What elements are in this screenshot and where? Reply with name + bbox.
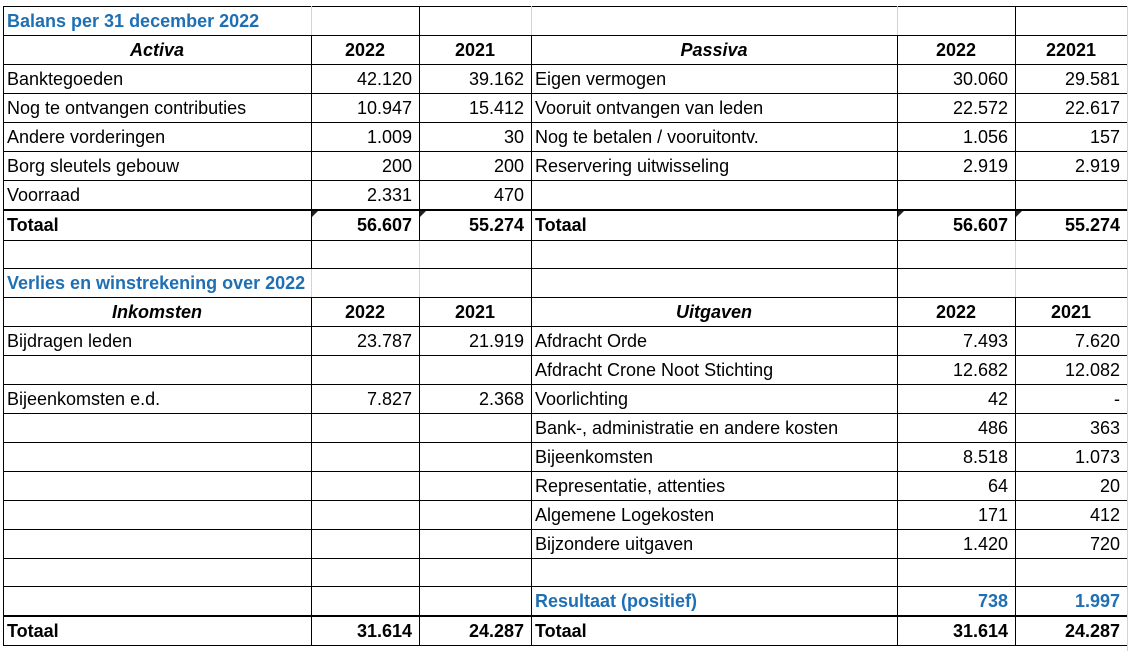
passiva-total-2021: 55.274 [1016, 210, 1128, 240]
passiva-value-2022 [898, 181, 1016, 211]
activa-total-label: Totaal [4, 210, 312, 240]
empty-cell [1016, 7, 1128, 36]
passiva-value-2021: 29.581 [1016, 65, 1128, 94]
balance-row [4, 65, 1128, 94]
activa-year-2022: 2022 [312, 36, 420, 65]
pnl-row [4, 326, 1128, 355]
uitgaven-total-2022: 31.614 [898, 616, 1016, 646]
empty-cell [420, 268, 532, 297]
empty-cell [532, 240, 898, 268]
uitgaven-label: Algemene Logekosten [532, 500, 898, 529]
activa-label: Andere vorderingen [4, 123, 312, 152]
uitgaven-label: Afdracht Crone Noot Stichting [532, 355, 898, 384]
pnl-header-row [4, 297, 1128, 326]
passiva-year-22021: 22021 [1016, 36, 1128, 65]
uitgaven-value-2021: 12.082 [1016, 355, 1128, 384]
result-label: Resultaat (positief) [532, 586, 898, 616]
empty-cell [312, 268, 420, 297]
passiva-value-2022: 2.919 [898, 152, 1016, 181]
pnl-row [4, 384, 1128, 413]
uitgaven-value-2022: 64 [898, 471, 1016, 500]
inkomsten-value-2021 [420, 413, 532, 442]
inkomsten-value-2021 [420, 500, 532, 529]
spacer-row [4, 240, 1128, 268]
result-value-2021: 1.997 [1016, 586, 1128, 616]
empty-cell [898, 240, 1016, 268]
activa-value-2022: 42.120 [312, 65, 420, 94]
passiva-value-2021: 2.919 [1016, 152, 1128, 181]
inkomsten-value-2022 [312, 442, 420, 471]
empty-cell [1016, 558, 1128, 586]
empty-cell [420, 586, 532, 616]
uitgaven-value-2021: 363 [1016, 413, 1128, 442]
passiva-year-2022: 2022 [898, 36, 1016, 65]
inkomsten-label: Bijeenkomsten e.d. [4, 384, 312, 413]
result-value-2022: 738 [898, 586, 1016, 616]
uitgaven-value-2022: 8.518 [898, 442, 1016, 471]
inkomsten-header: Inkomsten [4, 297, 312, 326]
uitgaven-value-2021: 720 [1016, 529, 1128, 558]
passiva-value-2022: 1.056 [898, 123, 1016, 152]
empty-cell [898, 268, 1016, 297]
passiva-label: Reservering uitwisseling [532, 152, 898, 181]
activa-label: Banktegoeden [4, 65, 312, 94]
uitgaven-value-2021: 1.073 [1016, 442, 1128, 471]
inkomsten-label [4, 442, 312, 471]
passiva-value-2022: 30.060 [898, 65, 1016, 94]
inkomsten-value-2022: 23.787 [312, 326, 420, 355]
inkomsten-value-2021: 2.368 [420, 384, 532, 413]
uitgaven-year-2022: 2022 [898, 297, 1016, 326]
uitgaven-label: Representatie, attenties [532, 471, 898, 500]
balance-row [4, 181, 1128, 211]
activa-value-2021: 470 [420, 181, 532, 211]
inkomsten-value-2021 [420, 471, 532, 500]
uitgaven-value-2022: 12.682 [898, 355, 1016, 384]
activa-value-2021: 39.162 [420, 65, 532, 94]
empty-cell [1016, 268, 1128, 297]
pnl-row [4, 529, 1128, 558]
uitgaven-label: Afdracht Orde [532, 326, 898, 355]
inkomsten-value-2021 [420, 355, 532, 384]
inkomsten-total-label: Totaal [4, 616, 312, 646]
activa-value-2021: 15.412 [420, 94, 532, 123]
inkomsten-label [4, 500, 312, 529]
passiva-value-2021 [1016, 181, 1128, 211]
passiva-header: Passiva [532, 36, 898, 65]
uitgaven-value-2021: 7.620 [1016, 326, 1128, 355]
uitgaven-value-2022: 1.420 [898, 529, 1016, 558]
activa-value-2022: 200 [312, 152, 420, 181]
uitgaven-year-2021: 2021 [1016, 297, 1128, 326]
activa-label: Borg sleutels gebouw [4, 152, 312, 181]
passiva-value-2021: 22.617 [1016, 94, 1128, 123]
inkomsten-value-2021 [420, 529, 532, 558]
pnl-title: Verlies en winstrekening over 2022 [4, 268, 312, 297]
activa-total-2022: 56.607 [312, 210, 420, 240]
balance-title: Balans per 31 december 2022 [4, 7, 312, 36]
uitgaven-label: Bijeenkomsten [532, 442, 898, 471]
empty-cell [1016, 240, 1128, 268]
passiva-value-2022: 22.572 [898, 94, 1016, 123]
empty-cell [4, 586, 312, 616]
empty-cell [532, 268, 898, 297]
balance-row [4, 152, 1128, 181]
balance-title-row [4, 7, 1128, 36]
inkomsten-label [4, 529, 312, 558]
activa-total-2021: 55.274 [420, 210, 532, 240]
uitgaven-value-2022: 42 [898, 384, 1016, 413]
gridline [1127, 6, 1128, 651]
pnl-row [4, 355, 1128, 384]
passiva-total-2022: 56.607 [898, 210, 1016, 240]
inkomsten-value-2022 [312, 500, 420, 529]
uitgaven-value-2021: 20 [1016, 471, 1128, 500]
activa-value-2022: 2.331 [312, 181, 420, 211]
inkomsten-label [4, 471, 312, 500]
uitgaven-total-2021: 24.287 [1016, 616, 1128, 646]
inkomsten-value-2021 [420, 442, 532, 471]
empty-cell [312, 7, 420, 36]
activa-year-2021: 2021 [420, 36, 532, 65]
uitgaven-label: Bijzondere uitgaven [532, 529, 898, 558]
activa-label: Nog te ontvangen contributies [4, 94, 312, 123]
empty-row [4, 558, 1128, 586]
inkomsten-label [4, 413, 312, 442]
uitgaven-total-label: Totaal [532, 616, 898, 646]
pnl-title-row [4, 268, 1128, 297]
inkomsten-value-2022 [312, 413, 420, 442]
empty-cell [532, 7, 898, 36]
inkomsten-label: Bijdragen leden [4, 326, 312, 355]
uitgaven-value-2022: 486 [898, 413, 1016, 442]
balance-row [4, 123, 1128, 152]
pnl-row [4, 442, 1128, 471]
empty-cell [312, 240, 420, 268]
pnl-row [4, 471, 1128, 500]
pnl-row [4, 413, 1128, 442]
uitgaven-value-2021: 412 [1016, 500, 1128, 529]
empty-cell [420, 7, 532, 36]
passiva-total-label: Totaal [532, 210, 898, 240]
inkomsten-value-2021: 21.919 [420, 326, 532, 355]
inkomsten-total-2021: 24.287 [420, 616, 532, 646]
activa-value-2022: 1.009 [312, 123, 420, 152]
passiva-label: Vooruit ontvangen van leden [532, 94, 898, 123]
passiva-label: Nog te betalen / vooruitontv. [532, 123, 898, 152]
empty-cell [4, 558, 312, 586]
inkomsten-year-2022: 2022 [312, 297, 420, 326]
empty-cell [420, 240, 532, 268]
empty-cell [898, 558, 1016, 586]
inkomsten-total-2022: 31.614 [312, 616, 420, 646]
pnl-total-row [4, 616, 1128, 646]
empty-cell [532, 558, 898, 586]
empty-cell [420, 558, 532, 586]
activa-value-2022: 10.947 [312, 94, 420, 123]
inkomsten-value-2022: 7.827 [312, 384, 420, 413]
activa-value-2021: 200 [420, 152, 532, 181]
inkomsten-value-2022 [312, 355, 420, 384]
inkomsten-year-2021: 2021 [420, 297, 532, 326]
activa-value-2021: 30 [420, 123, 532, 152]
activa-header: Activa [4, 36, 312, 65]
inkomsten-label [4, 355, 312, 384]
inkomsten-value-2022 [312, 471, 420, 500]
empty-cell [312, 586, 420, 616]
uitgaven-value-2022: 171 [898, 500, 1016, 529]
balance-header-row [4, 36, 1128, 65]
financial-sheet [3, 6, 1128, 646]
balance-total-row [4, 210, 1128, 240]
passiva-label [532, 181, 898, 211]
balance-row [4, 94, 1128, 123]
empty-cell [898, 7, 1016, 36]
empty-cell [312, 558, 420, 586]
inkomsten-value-2022 [312, 529, 420, 558]
uitgaven-header: Uitgaven [532, 297, 898, 326]
empty-cell [4, 240, 312, 268]
uitgaven-label: Voorlichting [532, 384, 898, 413]
uitgaven-value-2022: 7.493 [898, 326, 1016, 355]
uitgaven-value-2021: - [1016, 384, 1128, 413]
passiva-label: Eigen vermogen [532, 65, 898, 94]
passiva-value-2021: 157 [1016, 123, 1128, 152]
pnl-row [4, 500, 1128, 529]
result-row [4, 586, 1128, 616]
uitgaven-label: Bank-, administratie en andere kosten [532, 413, 898, 442]
activa-label: Voorraad [4, 181, 312, 211]
